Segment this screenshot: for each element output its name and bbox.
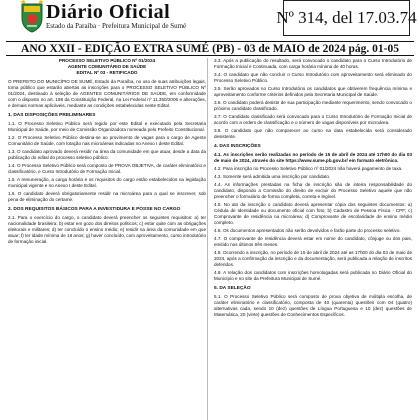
paragraph: 3.4. O candidato que não concluir o Curso Introdutório com aproveitamento será eliminado do Processo Seletivo Público. (214, 72, 412, 83)
edition-banner (6, 41, 414, 56)
masthead-title: Diário Oficial (46, 1, 171, 23)
edital-number: EDITAL Nº 03 - RETIFICADO (76, 70, 138, 75)
paragraph: 4.2. Para inscrição no Processo Seletivo Público nº 01/2024 não haverá pagamento de taxa. (214, 166, 403, 171)
paragraph: 4.6. Os documentos apresentados não serão devolvidos e farão parte do processo seletivo. (214, 228, 401, 233)
paragraph: 3.5. Serão aprovados no Curso Introdutório os candidatos que obtiverem frequência mínima e aproveitamento conforme critérios definidos pela Secretaria Municipal de Saúde. (214, 86, 412, 97)
section-heading: 4. DAS INSCRIÇÕES (214, 144, 261, 149)
paragraph: 4.8. Ocorrendo a inscrição, no período de 15 de abril de 2024 até as 17h00 do dia 03 de maio de 2024, após a confirmação da inscrição e da documentação, será publicada a relação de inscritos deferidos. (214, 250, 412, 267)
paragraph: 3.7. O Candidato classificado será convocado para o Curso Introdutório de Formação Inicial de acordo com a ordem de classificação e o número de vagas disponíveis por microárea. (214, 114, 412, 125)
right-column (214, 58, 412, 420)
edital-cargo: AGENTE COMUNITÁRIO DE SAÚDE (67, 64, 147, 69)
municipal-crest-icon (18, 0, 46, 34)
paragraph: 3.3. Após a publicação do resultado, será convocado o candidato para o Curso Introdutório de Formação Inicial e Continuada, com carga horária mínima de 40 horas. (214, 58, 412, 69)
masthead-subtitle: Estado da Paraíba · Prefeitura Municipal de Sumé (46, 22, 187, 30)
paragraph-highlighted: 4.1. As inscrições serão realizadas no período de 15 de abril de 2024 até 17h00 do dia 03 de maio de 2024, através do site https://www.sume.pb.gov.br/ em formato eletrônico. (214, 152, 412, 163)
paragraph: 4.9. A relação dos candidatos com inscrições homologadas será publicada no Diário Oficial do Município e no site da Prefeitura Municipal de Sumé. (214, 270, 412, 281)
section-heading: 5. DA SELEÇÃO (214, 286, 251, 291)
paragraph: 1.3. O candidato aprovado deverá residir na área da comunidade em que atuar, desde a data da publicação do edital do processo seletivo público. (8, 149, 206, 160)
edition-number: Nº 314, del 17.03.74 (276, 8, 417, 27)
paragraph: 1.6. O candidato deverá obrigatoriamente residir na microárea para a qual se inscrever, sob pena de eliminação do certame. (8, 191, 206, 202)
paragraph: 1.4. O Processo Seletivo Público será composto de PROVA OBJETIVA, de caráter eliminatório e classificatório, e Curso Introdutório de Formação Inicial. (8, 163, 206, 174)
paragraph: 2.1. Para o exercício do cargo, o candidato deverá preencher os seguintes requisitos: a) ter nacionalidade brasileira; b) estar em gozo dos direitos políticos; c) estar quite com as obrigações eleitorais e militares; d) ter concluído o ensino médio; e) residir na área da comunidade em que atuar; f) ter idade mínima de 18 anos; g) haver concluído, com aproveitamento, curso introdutório de formação inicial. (8, 215, 206, 244)
paragraph: 5.1. O Processo Seletivo Público será composto de prova objetiva de múltipla escolha, de caráter eliminatório e classificatório, composta de 40 (quarenta) questões com 04 (quatro) alternativas cada, sendo 10 (dez) questões de Língua Portuguesa e 10 (dez) questões de Matemática, 20 (vinte) questões de Conhecimentos Específicos. (214, 294, 412, 317)
paragraph: 4.3. Somente será admitida uma inscrição por candidato. (214, 174, 331, 179)
paragraph: 1.2. O Processo Seletivo Público destina-se ao provimento de vagas para o cargo de Agente Comunitário de Saúde, com lotação nas microáreas indicadas no Anexo I deste Edital. (8, 135, 206, 146)
edital-intro: O PREFEITO DO MUNICÍPIO DE SUMÉ, Estado da Paraíba, no uso de suas atribuições legais, torna público que estarão abertas as inscrições para o PROCESSO SELETIVO PÚBLICO Nº 01/2024, destinado à seleção de AGENTES COMUNITÁRIOS DE SAÚDE, em conformidade com o disposto no art. 198 da Constituição Federal, na Lei Federal nº 11.350/2006 e alterações, e demais normas aplicáveis, mediante as condições estabelecidas neste Edital. (8, 79, 206, 108)
masthead (0, 0, 420, 40)
paragraph: 1.5. A remuneração, a carga horária e os requisitos do cargo estão estabelecidos na legislação municipal vigente e no Anexo I deste Edital. (8, 177, 206, 188)
masthead-title-block (46, 2, 216, 32)
edition-banner-text: ANO XXII - EDIÇÃO EXTRA SUMÉ (PB) - 03 de MAIO de 2024 pág. 01-05 (21, 42, 399, 55)
paragraph: 3.8. O candidato que não comparecer ao curso na data estabelecida será considerado desistente. (214, 128, 412, 139)
paragraph: 4.5. No ato da inscrição o candidato deverá apresentar cópia dos seguintes documentos: a) Cédula de Identidade ou documento oficial com foto; b) Cadastro de Pessoa Física - CPF; c) Comprovante de residência na microárea; d) Comprovante de escolaridade de ensino médio completo. (214, 202, 412, 225)
left-column (8, 58, 206, 420)
paragraph: 4.4. As informações prestadas na ficha de inscrição são de inteira responsabilidade do candidato, dispondo a Comissão do direito de excluir do Processo Seletivo aquele que não preencher o formulário de forma completa, correta e legível. (214, 182, 412, 199)
edital-heading: PROCESSO SELETIVO PÚBLICO Nº 01/2024 (58, 58, 156, 63)
section-heading: 1. DAS DISPOSIÇÕES PRELIMINARES (8, 113, 96, 118)
paragraph: 1.1. O Processo Seletivo Público será regido por este Edital e executado pela Secretaria Municipal de Saúde, por meio de Comissão Organizadora nomeada pelo Prefeito Constitucional. (8, 121, 206, 132)
paragraph: 3.6. O candidato poderá desistir de sua participação mediante requerimento, sendo convocado o próximo candidato classificado. (214, 100, 412, 111)
edition-box (276, 0, 417, 36)
paragraph: 4.7. O comprovante de residência deverá estar em nome do candidato, cônjuge ou dos pais, emitido nos últimos três meses. (214, 236, 412, 247)
section-heading: 2. DOS REQUISITOS BÁSICOS PARA A INVESTIDURA E POSSE NO CARGO (8, 207, 181, 212)
column-divider (207, 58, 208, 420)
